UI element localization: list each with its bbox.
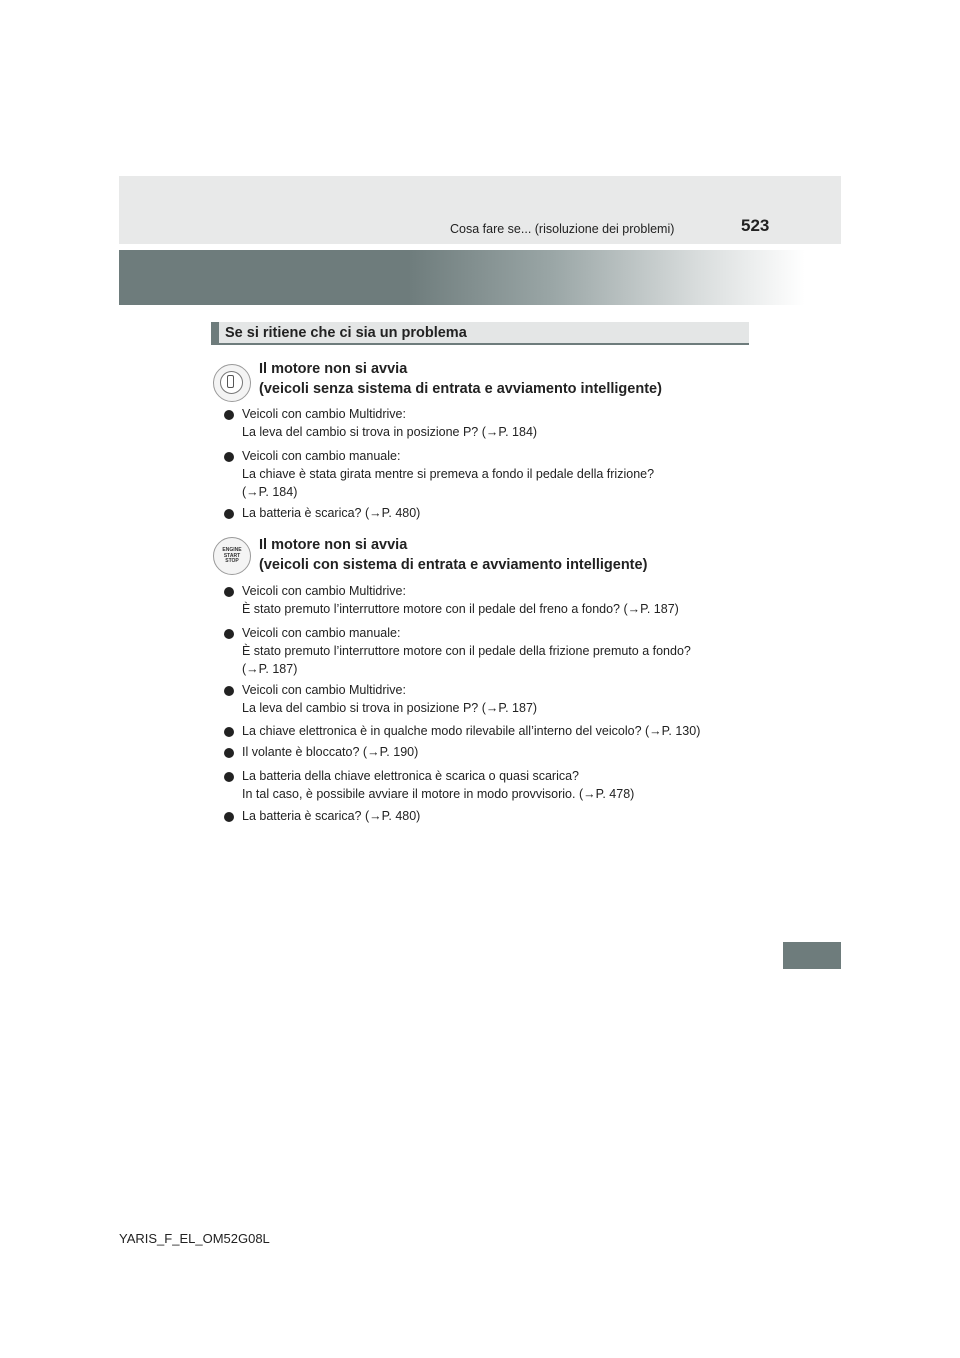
bullet-icon bbox=[224, 587, 234, 597]
bullet-icon bbox=[224, 812, 234, 822]
list-item: Veicoli con cambio manuale: La chiave è stata girata mentre si premeva a fondo il pedale della frizione? (→P. 184) bbox=[242, 449, 655, 499]
list-item: La batteria è scarica? (→P. 480) bbox=[242, 506, 421, 520]
chapter-side-tab bbox=[783, 942, 841, 969]
section-heading-text: Se si ritiene che ci sia un problema bbox=[225, 325, 467, 341]
running-header-title: Cosa fare se... (risoluzione dei problemi) bbox=[450, 222, 675, 236]
list-item: Veicoli con cambio Multidrive: La leva del cambio si trova in posizione P? (→P. 184) bbox=[242, 407, 538, 439]
bullet-icon bbox=[224, 509, 234, 519]
bullet-icon bbox=[224, 452, 234, 462]
list-item: Il volante è bloccato? (→P. 190) bbox=[242, 745, 419, 759]
key-ignition-icon bbox=[213, 364, 251, 402]
bullet-icon bbox=[224, 772, 234, 782]
group1-heading: Il motore non si avvia (veicoli senza sistema di entrata e avviamento intelligente) bbox=[259, 361, 662, 397]
list-item: La batteria è scarica? (→P. 480) bbox=[242, 809, 421, 823]
bullet-icon bbox=[224, 410, 234, 420]
list-item: Veicoli con cambio Multidrive: La leva del cambio si trova in posizione P? (→P. 187) bbox=[242, 683, 538, 715]
list-item: Veicoli con cambio manuale: È stato premuto l’interruttore motore con il pedale della frizione premuto a fondo? (→P. 187) bbox=[242, 626, 691, 676]
group2-heading: Il motore non si avvia (veicoli con sistema di entrata e avviamento intelligente) bbox=[259, 537, 648, 573]
list-item: Veicoli con cambio Multidrive: È stato premuto l’interruttore motore con il pedale del freno a fondo? (→P. 187) bbox=[242, 584, 679, 616]
footer-document-code: YARIS_F_EL_OM52G08L bbox=[119, 1231, 270, 1246]
list-item: La chiave elettronica è in qualche modo rilevabile all’interno del veicolo? (→P. 130) bbox=[242, 724, 701, 738]
bullet-icon bbox=[224, 748, 234, 758]
chapter-gradient-bar bbox=[119, 250, 841, 305]
engine-start-stop-icon: ENGINE START STOP bbox=[213, 537, 251, 575]
page-number: 523 bbox=[741, 216, 770, 235]
bullet-icon bbox=[224, 727, 234, 737]
bullet-icon bbox=[224, 629, 234, 639]
section-heading bbox=[211, 322, 749, 345]
list-item: La batteria della chiave elettronica è scarica o quasi scarica? In tal caso, è possibile avviare il motore in modo provvisorio. (→P. 478) bbox=[242, 769, 635, 801]
bullet-icon bbox=[224, 686, 234, 696]
